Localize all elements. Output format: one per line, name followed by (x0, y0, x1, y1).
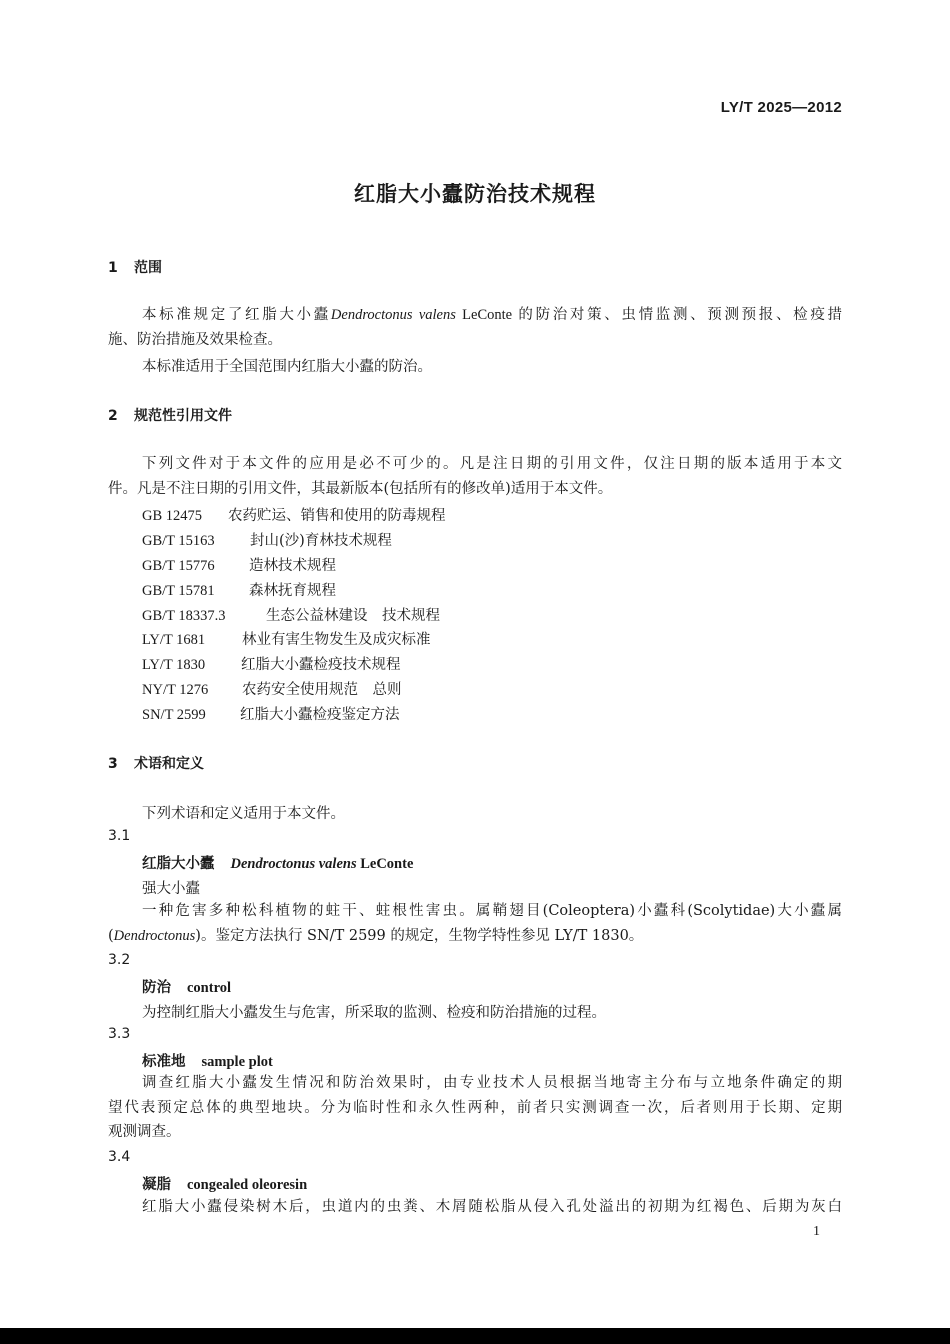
term-zh: 标准地 (142, 1053, 186, 1070)
term-heading (142, 1173, 307, 1194)
reference-title: 林业有害生物发生及成灾标准 (242, 632, 431, 648)
paragraph-line: 望代表预定总体的典型地块。分为临时性和永久性两种，前者只实测调查一次，后者则用于长期、定期 (108, 1099, 842, 1116)
paragraph-line: 一种危害多种松科植物的蛀干、蛀根性害虫。属鞘翅目(Coleoptera)小蠹科(Scolytidae)大小蠹属 (142, 903, 842, 919)
paragraph-line: 下列文件对于本文件的应用是必不可少的。凡是注日期的引用文件，仅注日期的版本适用于本文 (142, 456, 842, 472)
section-title: 规范性引用文件 (134, 408, 232, 424)
term-number: 3.1 (108, 828, 131, 844)
paragraph-line: 观测调查。 (108, 1124, 181, 1140)
reference-title: 森林抚育规程 (249, 583, 336, 599)
term-number: 3.3 (108, 1026, 131, 1042)
section-2-paragraph (108, 452, 842, 501)
section-number: 2 (108, 408, 118, 424)
reference-item (142, 653, 401, 674)
section-number: 3 (108, 756, 118, 772)
paragraph-line: 件。凡是不注日期的引用文件，其最新版本(包括所有的修改单)适用于本文件。 (108, 480, 613, 497)
section-number: 1 (108, 260, 118, 276)
reference-code: SN/T 2599 (142, 707, 206, 723)
term-heading (142, 852, 413, 873)
reference-title: 封山(沙)育林技术规程 (250, 533, 392, 549)
section-1-heading (108, 257, 162, 277)
reference-code: LY/T 1830 (142, 657, 206, 673)
paragraph-line: 调查红脂大小蠹发生情况和防治效果时，由专业技术人员根据当地寄主分布与立地条件确定的期 (142, 1075, 842, 1091)
reference-code: GB/T 15781 (142, 583, 215, 599)
term-definition (108, 1071, 842, 1145)
reference-item (142, 678, 402, 699)
term-number: 3.4 (108, 1149, 131, 1165)
reference-code: LY/T 1681 (142, 632, 206, 648)
reference-item (142, 579, 336, 600)
section-1-paragraph-2: 本标准适用于全国范围内红脂大小蠹的防治。 (142, 359, 432, 375)
reference-title: 农药贮运、销售和使用的防毒规程 (228, 508, 446, 524)
term-en: congealed oleoresin (187, 1177, 308, 1193)
term-definition (108, 1195, 842, 1220)
latin-name: Dendroctonus valens (330, 307, 456, 323)
section-3-heading (108, 753, 204, 773)
reference-code: GB/T 15776 (142, 558, 215, 574)
term-zh: 红脂大小蠹 (142, 855, 215, 872)
reference-title: 红脂大小蠹检疫技术规程 (241, 657, 401, 673)
reference-title: 生态公益林建设 技术规程 (266, 608, 440, 624)
paragraph-line: (Dendroctonus)。鉴定方法执行 SN/T 2599 的规定，生物学特性参见 LY/T 1830。 (108, 927, 644, 944)
reference-item (142, 628, 431, 649)
paragraph-line: 本标准规定了红脂大小蠹Dendroctonus valens LeConte 的防治对策、虫情监测、预测预报、检疫措 (142, 307, 842, 323)
reference-item (142, 529, 392, 550)
reference-title: 造林技术规程 (249, 558, 336, 574)
section-1-paragraph-1 (108, 303, 842, 352)
reference-code: GB 12475 (142, 508, 203, 524)
bottom-border (0, 1328, 950, 1344)
page-number: 1 (813, 1224, 820, 1239)
reference-code: GB/T 18337.3 (142, 608, 226, 624)
reference-title: 红脂大小蠹检疫鉴定方法 (240, 707, 400, 723)
latin-name: Dendroctonus (113, 927, 196, 944)
term-number: 3.2 (108, 952, 131, 968)
term-zh: 防治 (142, 979, 171, 996)
paragraph-line: 施、防治措施及效果检查。 (108, 331, 282, 348)
reference-code: NY/T 1276 (142, 682, 209, 698)
document-code: LY/T 2025—2012 (720, 99, 842, 116)
reference-item (142, 504, 446, 525)
reference-item (142, 703, 400, 724)
term-heading (142, 976, 231, 997)
section-title: 范围 (134, 260, 162, 276)
section-3-intro: 下列术语和定义适用于本文件。 (142, 806, 345, 822)
term-definition (108, 899, 842, 948)
term-en: Dendroctonus valens LeConte (230, 856, 414, 872)
section-title: 术语和定义 (134, 756, 204, 772)
term-en: control (187, 980, 232, 996)
section-2-heading (108, 405, 232, 425)
term-definition: 为控制红脂大小蠹发生与危害，所采取的监测、检疫和防治措施的过程。 (142, 1005, 606, 1021)
term-heading (142, 1050, 273, 1071)
page-title: 红脂大小蠹防治技术规程 (354, 182, 596, 206)
term-alias: 强大小蠹 (142, 881, 200, 897)
reference-code: GB/T 15163 (142, 533, 215, 549)
reference-item (142, 604, 440, 625)
reference-item (142, 554, 336, 575)
paragraph-line: 红脂大小蠹侵染树木后，虫道内的虫粪、木屑随松脂从侵入孔处溢出的初期为红褐色、后期为灰白 (142, 1199, 842, 1215)
reference-title: 农药安全使用规范 总则 (242, 682, 402, 698)
term-en: sample plot (201, 1054, 273, 1070)
term-zh: 凝脂 (142, 1176, 171, 1193)
